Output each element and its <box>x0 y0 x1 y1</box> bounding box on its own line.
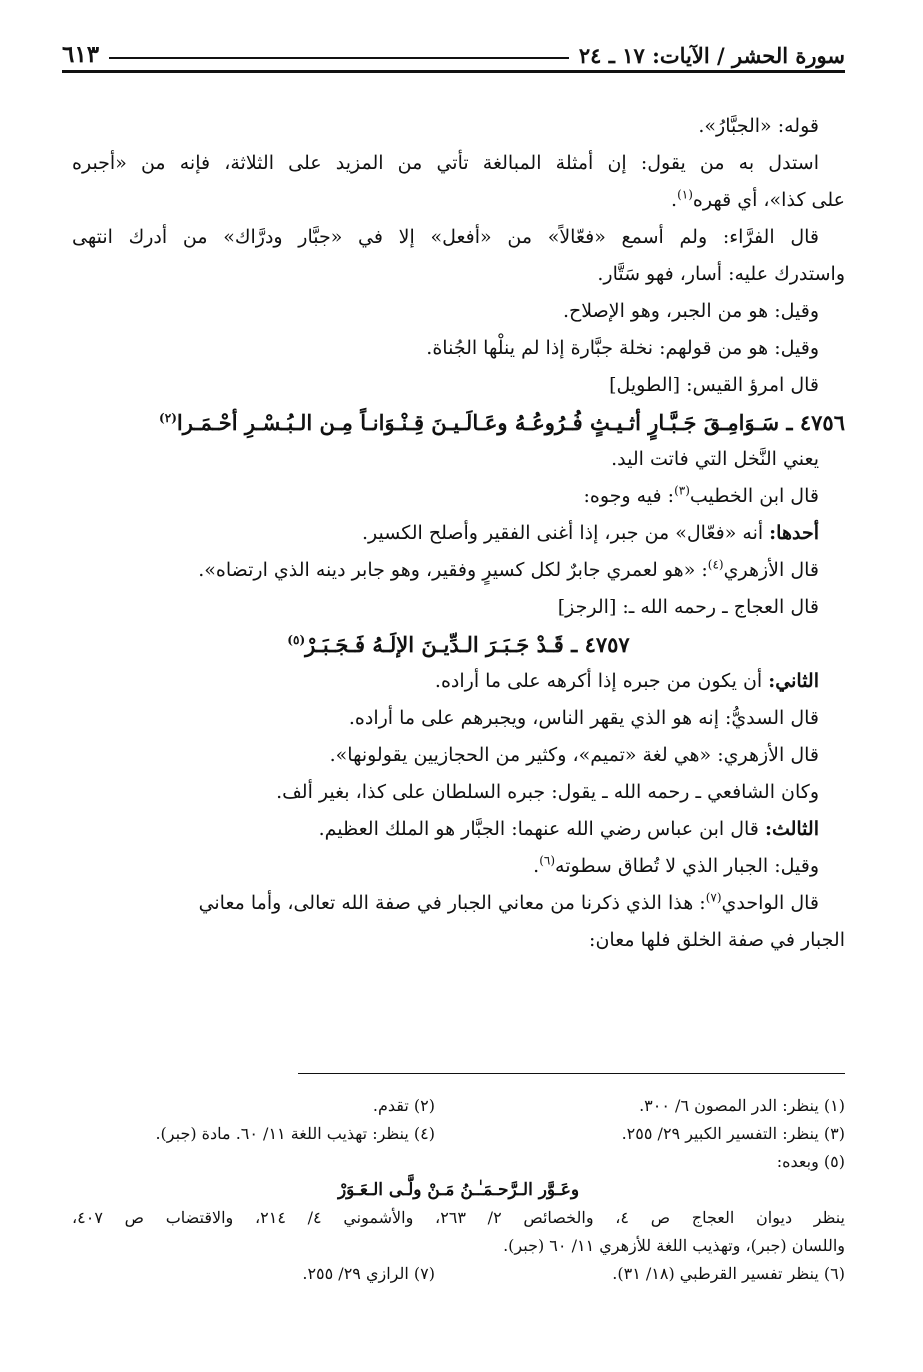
text-line: قال العجاج ـ رحمه الله ـ: [الرجز] <box>557 596 819 618</box>
text-line: قال ابن الخطيب$^{(٣)}$: فيه وجوه: <box>583 483 819 507</box>
text-line: وكان الشافعي ـ رحمه الله ـ يقول: جبره السلطان على كذا، بغير ألف. <box>276 781 819 803</box>
footnote: (٧) الرازي ٢٩/ ٢٥٥. <box>302 1264 435 1283</box>
footnote: (٥) وبعده: <box>776 1152 845 1171</box>
text-line: قال الأزهري$^{(٤)}$: «هو لعمري جابرٌ لكل كسيرٍ وفقير، وهو جابر دينه الذي ارتضاه». <box>198 557 819 581</box>
footnote-row <box>72 1120 845 1148</box>
running-header <box>62 28 845 68</box>
footnote-row <box>72 1260 845 1288</box>
text-line: قال الفرَّاء: ولم أسمع «فعّالاً» من «أفعل» إلا في «جبَّار ودرَّاك» من أدرك انتهى <box>72 226 819 248</box>
text-line: وقيل: هو من الجبر، وهو الإصلاح. <box>562 300 819 322</box>
text-line: قال الأزهري: «هي لغة «تميم»، وكثير من الحجازيين يقولونها». <box>329 744 819 766</box>
text-line: قال السديُّ: إنه هو الذي يقهر الناس، ويجبرهم على ما أراده. <box>348 707 819 729</box>
text-line: وقيل: هو من قولهم: نخلة جبَّارة إذا لم ينلْها الجُناة. <box>426 337 819 359</box>
poetry-verse: ٤٧٥٧ ـ قَـدْ جَـبَـرَ الـدِّيـنَ الإلَـهُ فَـجَـبَـرْ$^{(٥)}$ <box>287 632 630 657</box>
text-line: قال امرؤ القيس: [الطويل] <box>609 374 819 396</box>
poetry-verse: ٤٧٥٦ ـ سَـوَامِـقَ جَـبَّـارٍ أثـيـثٍ فُـرُوعُـهُ وعَـالَـيـنَ قِـنْـوَانـاً مِـن الـبُـسْـرِ أحْـمَـرا$^{(٢)}$ <box>159 410 845 435</box>
text-line: الثاني: أن يكون من جبره إذا أكرهه على ما أراده. <box>434 670 819 692</box>
text-line: قوله: «الجبَّارُ». <box>698 115 819 137</box>
main-text <box>72 108 845 959</box>
footnote: (٣) ينظر: التفسير الكبير ٢٩/ ٢٥٥. <box>621 1124 845 1143</box>
text-line: يعني النَّخل التي فاتت اليد. <box>611 448 819 470</box>
text-line: استدل به من يقول: إن أمثلة المبالغة تأتي من المزيد على الثلاثة، فإنه من «أجبره <box>72 152 819 174</box>
header-rule <box>62 70 845 73</box>
footnotes <box>72 1092 845 1288</box>
footnote: (٦) ينظر تفسير القرطبي (١٨/ ٣١). <box>612 1264 845 1283</box>
page-number: ٦١٣ <box>62 41 100 68</box>
text-line: قال الواحدي$^{(٧)}$: هذا الذي ذكرنا من معاني الجبار في صفة الله تعالى، وأما معاني <box>198 890 819 914</box>
text-line: الجبار في صفة الخلق فلها معان: <box>589 929 845 951</box>
text-line: أحدها: أنه «فعّال» من جبر، إذا أغنى الفقير وأصلح الكسير. <box>362 522 819 544</box>
text-line: على كذا»، أي قهره$^{(١)}$. <box>671 187 845 211</box>
footnote: (٢) تقدم. <box>372 1096 435 1115</box>
footnote-row <box>72 1092 845 1120</box>
footnote-text: ينظر ديوان العجاج ص ٤، والخصائص ٢/ ٢٦٣، والأشموني ٤/ ٢١٤، والاقتضاب ص ٤٠٧، <box>72 1208 846 1227</box>
footnote: (١) ينظر: الدر المصون ٦/ ٣٠٠. <box>639 1096 845 1115</box>
text-line: الثالث: قال ابن عباس رضي الله عنهما: الجبَّار هو الملك العظيم. <box>318 818 819 840</box>
footnote: (٤) ينظر: تهذيب اللغة ١١/ ٦٠. مادة (جبر). <box>155 1124 435 1143</box>
footnote-verse: وعَـوَّر الـرَّحـمَـٰـنُ مَـنْ ولَّـى الـعَـوَرْ <box>337 1180 580 1200</box>
footnote-text: واللسان (جبر)، وتهذيب اللغة للأزهري ١١/ ٦٠ (جبر). <box>503 1236 845 1255</box>
footnote-rule <box>298 1073 845 1074</box>
text-line: وقيل: الجبار الذي لا تُطاق سطوته$^{(٦)}$. <box>533 853 819 877</box>
header-leader-line <box>109 57 569 59</box>
text-line: واستدرك عليه: أسار، فهو سَتَّار. <box>597 263 845 285</box>
chapter-title: سورة الحشر / الآيات: ١٧ ـ ٢٤ <box>578 43 845 68</box>
